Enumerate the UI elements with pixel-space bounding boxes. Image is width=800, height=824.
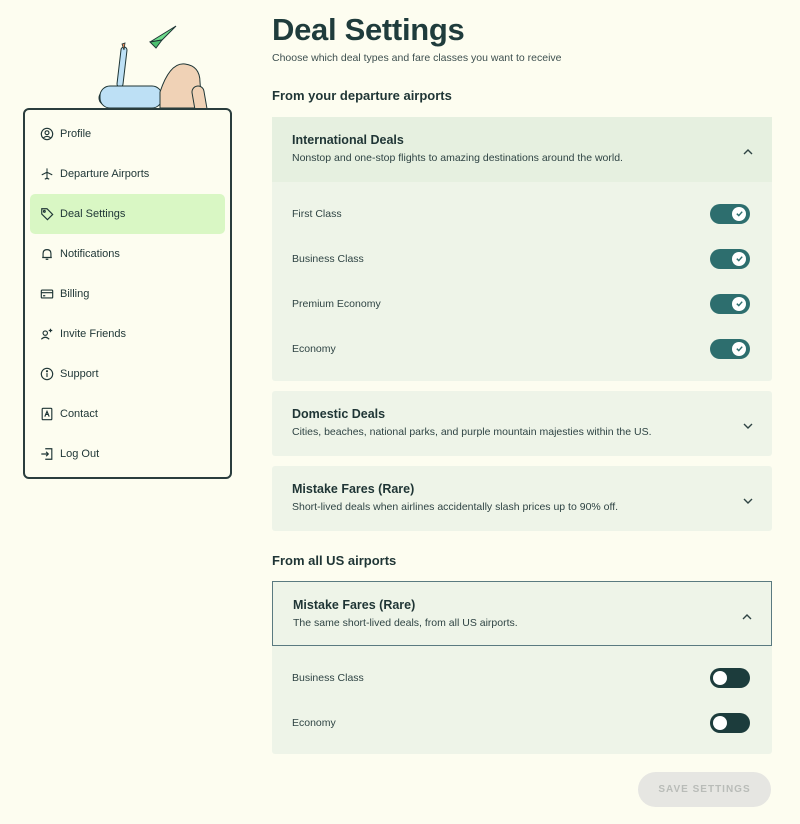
fare-label: First Class bbox=[292, 207, 342, 220]
panel-description: Short-lived deals when airlines accidentally slash prices up to 90% off. bbox=[292, 501, 619, 513]
panel-domestic-deals bbox=[272, 391, 772, 456]
fare-label: Business Class bbox=[292, 252, 364, 265]
fare-row-economy bbox=[272, 326, 772, 371]
sidebar-item-label: Contact bbox=[60, 408, 98, 420]
sidebar-item-log-out[interactable] bbox=[30, 434, 225, 474]
panel-title: Mistake Fares (Rare) bbox=[293, 598, 416, 612]
bell-icon bbox=[40, 247, 54, 261]
sidebar-item-label: Billing bbox=[60, 288, 90, 300]
fare-row-business-class bbox=[272, 655, 772, 700]
panel-header-international[interactable] bbox=[272, 117, 772, 182]
sidebar-item-label: Support bbox=[60, 368, 99, 380]
sidebar-item-label: Profile bbox=[60, 128, 92, 140]
page-title: Deal Settings bbox=[272, 12, 465, 47]
sidebar-item-departure-airports[interactable] bbox=[30, 154, 225, 194]
check-icon bbox=[735, 299, 744, 308]
sidebar-item-label: Invite Friends bbox=[60, 328, 127, 340]
sidebar-item-notifications[interactable] bbox=[30, 234, 225, 274]
sidebar-item-label: Departure Airports bbox=[60, 168, 150, 180]
panel-international-deals bbox=[272, 117, 772, 381]
check-icon bbox=[735, 254, 744, 263]
toggle-us-business-class[interactable] bbox=[710, 668, 750, 688]
panel-title: Domestic Deals bbox=[292, 407, 386, 421]
info-icon bbox=[40, 367, 54, 381]
panel-description: The same short-lived deals, from all US airports. bbox=[293, 617, 518, 629]
toggle-us-economy[interactable] bbox=[710, 713, 750, 733]
toggle-business-class[interactable] bbox=[710, 249, 750, 269]
fare-label: Economy bbox=[292, 716, 336, 729]
sidebar-item-support[interactable] bbox=[30, 354, 225, 394]
fare-label: Business Class bbox=[292, 671, 364, 684]
credit-card-icon bbox=[40, 287, 54, 301]
panel-mistake-fares-departure bbox=[272, 466, 772, 531]
deal-settings-main bbox=[272, 0, 772, 754]
chevron-up-icon bbox=[742, 144, 754, 154]
chevron-down-icon bbox=[742, 418, 754, 428]
sidebar-item-label: Notifications bbox=[60, 248, 120, 260]
section-heading-departure: From your departure airports bbox=[272, 88, 452, 103]
fare-list-international bbox=[272, 182, 772, 381]
panel-title: International Deals bbox=[292, 133, 404, 147]
fare-list-mistake-us bbox=[272, 646, 772, 754]
sidebar-item-deal-settings[interactable] bbox=[30, 194, 225, 234]
fare-row-premium-economy bbox=[272, 281, 772, 326]
panel-description: Nonstop and one-stop flights to amazing destinations around the world. bbox=[292, 152, 623, 164]
save-settings-button[interactable]: SAVE SETTINGS bbox=[638, 772, 771, 807]
fare-row-economy bbox=[272, 700, 772, 745]
contact-icon bbox=[40, 407, 54, 421]
panel-header-domestic[interactable] bbox=[272, 391, 772, 456]
sidebar-item-label: Deal Settings bbox=[60, 208, 126, 220]
panel-description: Cities, beaches, national parks, and purple mountain majesties within the US. bbox=[292, 426, 652, 438]
panel-mistake-fares-us bbox=[272, 581, 772, 754]
airplane-icon bbox=[40, 167, 54, 181]
check-icon bbox=[735, 344, 744, 353]
user-circle-icon bbox=[40, 127, 54, 141]
chevron-up-icon bbox=[741, 609, 753, 619]
paper-plane-icon bbox=[150, 26, 176, 48]
sidebar-item-contact[interactable] bbox=[30, 394, 225, 434]
panel-header-mistake-departure[interactable] bbox=[272, 466, 772, 531]
chevron-down-icon bbox=[742, 493, 754, 503]
toggle-first-class[interactable] bbox=[710, 204, 750, 224]
sidebar-item-label: Log Out bbox=[60, 448, 100, 460]
panel-title: Mistake Fares (Rare) bbox=[292, 482, 415, 496]
sidebar-item-invite-friends[interactable] bbox=[30, 314, 225, 354]
section-heading-us-airports: From all US airports bbox=[272, 553, 397, 568]
toggle-premium-economy[interactable] bbox=[710, 294, 750, 314]
logout-icon bbox=[40, 447, 54, 461]
page-subtitle: Choose which deal types and fare classes you want to receive bbox=[272, 52, 562, 64]
panel-header-mistake-us[interactable] bbox=[272, 581, 772, 646]
sidebar-item-profile[interactable] bbox=[30, 114, 225, 154]
settings-sidebar bbox=[23, 108, 232, 479]
fare-row-business-class bbox=[272, 236, 772, 281]
tag-icon bbox=[40, 207, 54, 221]
fare-row-first-class bbox=[272, 191, 772, 236]
fare-label: Premium Economy bbox=[292, 297, 381, 310]
sidebar-item-billing[interactable] bbox=[30, 274, 225, 314]
check-icon bbox=[735, 209, 744, 218]
fare-label: Economy bbox=[292, 342, 336, 355]
toggle-economy[interactable] bbox=[710, 339, 750, 359]
user-plus-icon bbox=[40, 327, 54, 341]
